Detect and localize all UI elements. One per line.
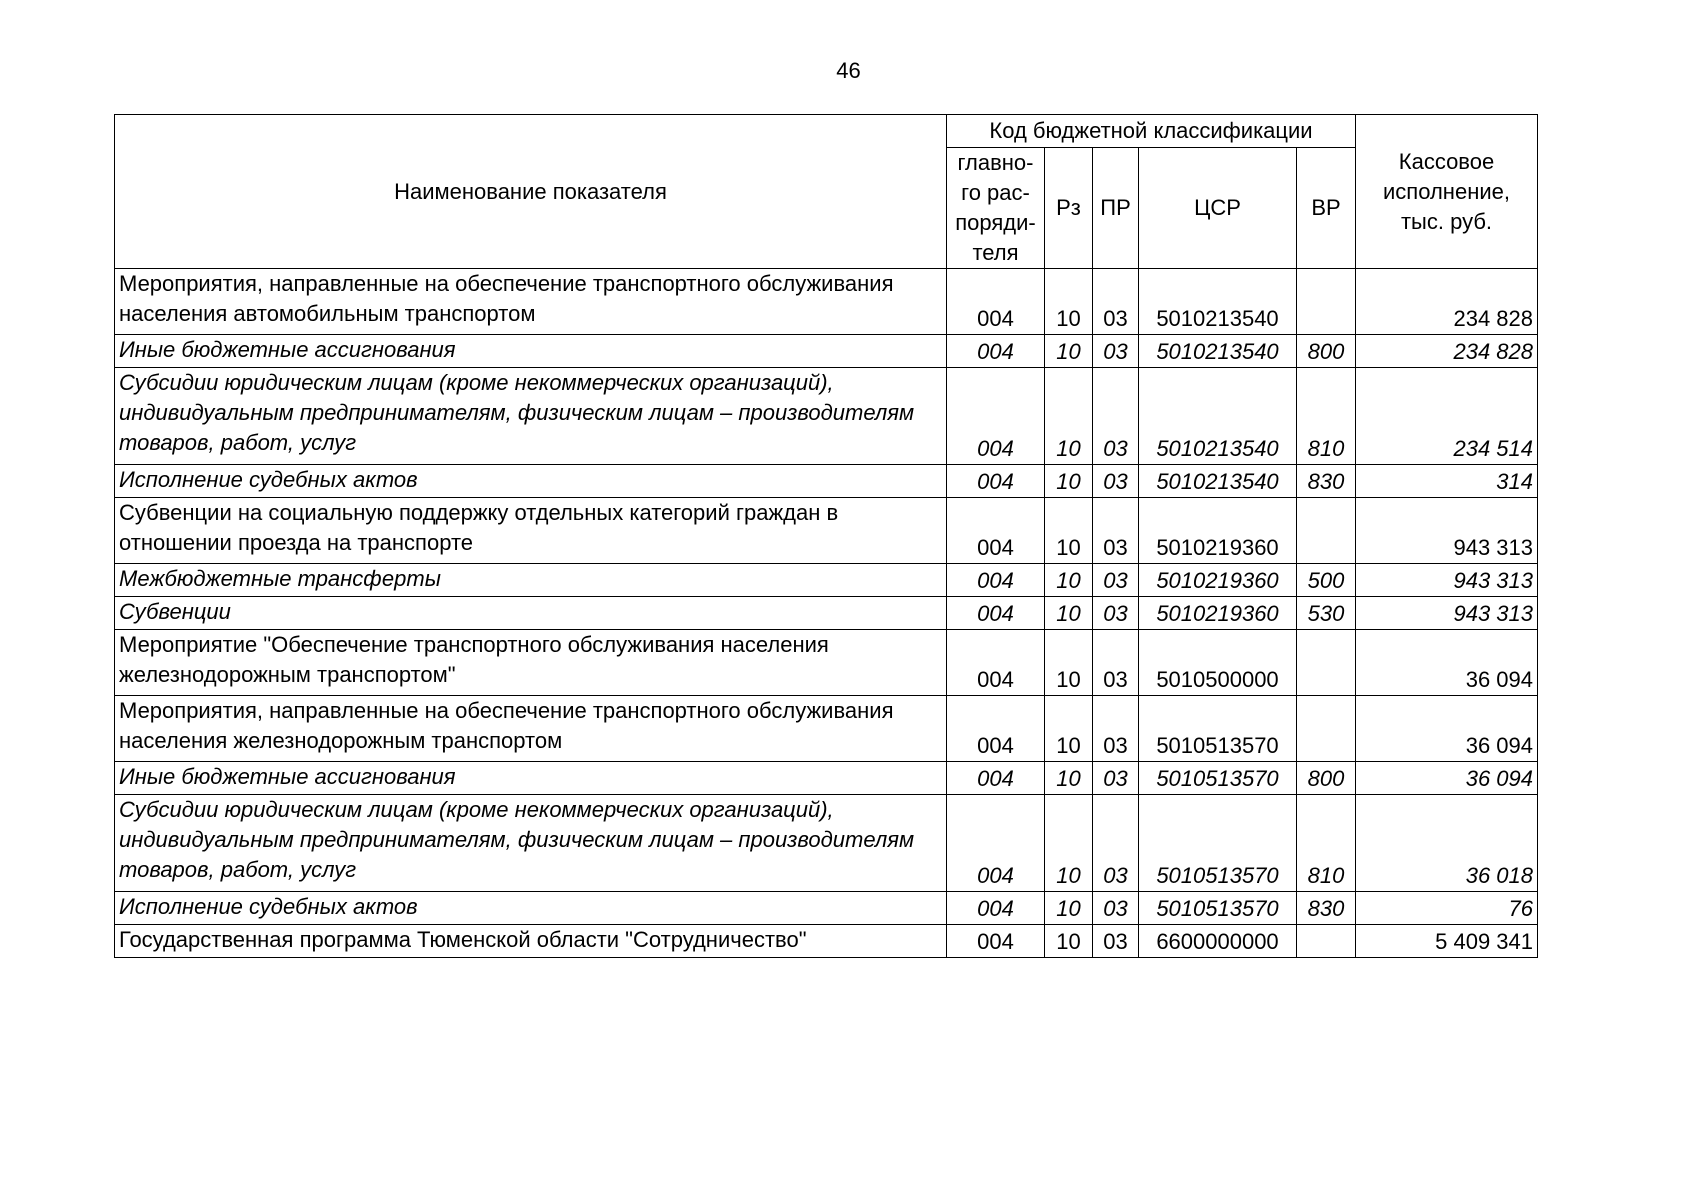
cell-pr: 03 — [1093, 795, 1139, 892]
cell-rz: 10 — [1045, 925, 1093, 958]
cell-rz: 10 — [1045, 892, 1093, 925]
cell-vr: 800 — [1297, 335, 1356, 368]
cell-rz: 10 — [1045, 335, 1093, 368]
cell-vr: 830 — [1297, 892, 1356, 925]
cell-rz: 10 — [1045, 498, 1093, 564]
header-pr: ПР — [1093, 148, 1139, 269]
cell-csr: 5010219360 — [1139, 498, 1297, 564]
cell-code: 004 — [947, 795, 1045, 892]
cell-pr: 03 — [1093, 597, 1139, 630]
cell-csr: 5010513570 — [1139, 762, 1297, 795]
table-row — [115, 795, 1538, 892]
cell-name: Субсидии юридическим лицам (кроме некоммерческих организаций), индивидуальным предпринимателям, физическим лицам – производителям товаров, работ, услуг — [115, 368, 947, 465]
cell-name: Субвенции — [115, 597, 947, 630]
table-row — [115, 465, 1538, 498]
cell-rz: 10 — [1045, 269, 1093, 335]
cell-rz: 10 — [1045, 696, 1093, 762]
cell-csr: 5010513570 — [1139, 696, 1297, 762]
cell-code: 004 — [947, 564, 1045, 597]
cell-rz: 10 — [1045, 762, 1093, 795]
cell-pr: 03 — [1093, 368, 1139, 465]
cell-amount: 234 828 — [1356, 335, 1538, 368]
cell-name: Субвенции на социальную поддержку отдельных категорий граждан в отношении проезда на транспорте — [115, 498, 947, 564]
cell-rz: 10 — [1045, 465, 1093, 498]
table-row — [115, 696, 1538, 762]
cell-pr: 03 — [1093, 269, 1139, 335]
table-row — [115, 335, 1538, 368]
table-body — [115, 269, 1538, 958]
page-number: 46 — [836, 58, 861, 83]
header-rz: Рз — [1045, 148, 1093, 269]
header-csr: ЦСР — [1139, 148, 1297, 269]
cell-code: 004 — [947, 498, 1045, 564]
cell-amount: 943 313 — [1356, 498, 1538, 564]
cell-vr: 810 — [1297, 795, 1356, 892]
cell-vr: 830 — [1297, 465, 1356, 498]
cell-code: 004 — [947, 465, 1045, 498]
cell-name: Субсидии юридическим лицам (кроме некоммерческих организаций), индивидуальным предпринимателям, физическим лицам – производителям товаров, работ, услуг — [115, 795, 947, 892]
cell-amount: 314 — [1356, 465, 1538, 498]
cell-amount: 36 094 — [1356, 696, 1538, 762]
cell-amount: 234 514 — [1356, 368, 1538, 465]
cell-code: 004 — [947, 892, 1045, 925]
cell-amount: 943 313 — [1356, 597, 1538, 630]
cell-amount: 36 094 — [1356, 762, 1538, 795]
cell-rz: 10 — [1045, 630, 1093, 696]
cell-name: Государственная программа Тюменской области "Сотрудничество" — [115, 925, 947, 958]
cell-pr: 03 — [1093, 630, 1139, 696]
header-name: Наименование показателя — [115, 115, 947, 269]
cell-name: Межбюджетные трансферты — [115, 564, 947, 597]
header-code: главно-го рас-поряди-теля — [947, 148, 1045, 269]
cell-rz: 10 — [1045, 597, 1093, 630]
cell-code: 004 — [947, 269, 1045, 335]
cell-rz: 10 — [1045, 795, 1093, 892]
cell-pr: 03 — [1093, 892, 1139, 925]
table-row — [115, 762, 1538, 795]
cell-vr — [1297, 696, 1356, 762]
table-row — [115, 892, 1538, 925]
cell-rz: 10 — [1045, 564, 1093, 597]
cell-amount: 5 409 341 — [1356, 925, 1538, 958]
cell-csr: 6600000000 — [1139, 925, 1297, 958]
cell-name: Мероприятия, направленные на обеспечение транспортного обслуживания населения железнодорожным транспортом — [115, 696, 947, 762]
cell-amount: 943 313 — [1356, 564, 1538, 597]
cell-csr: 5010500000 — [1139, 630, 1297, 696]
cell-vr: 800 — [1297, 762, 1356, 795]
cell-csr: 5010513570 — [1139, 892, 1297, 925]
cell-csr: 5010213540 — [1139, 368, 1297, 465]
cell-csr: 5010513570 — [1139, 795, 1297, 892]
cell-csr: 5010213540 — [1139, 269, 1297, 335]
cell-csr: 5010219360 — [1139, 564, 1297, 597]
cell-pr: 03 — [1093, 498, 1139, 564]
cell-code: 004 — [947, 696, 1045, 762]
table-header — [115, 115, 1538, 269]
cell-vr: 530 — [1297, 597, 1356, 630]
cell-name: Исполнение судебных актов — [115, 892, 947, 925]
table-row — [115, 368, 1538, 465]
cell-pr: 03 — [1093, 335, 1139, 368]
cell-vr — [1297, 630, 1356, 696]
cell-code: 004 — [947, 335, 1045, 368]
cell-amount: 234 828 — [1356, 269, 1538, 335]
cell-code: 004 — [947, 597, 1045, 630]
cell-code: 004 — [947, 630, 1045, 696]
header-vr: ВР — [1297, 148, 1356, 269]
table-row — [115, 498, 1538, 564]
cell-name: Иные бюджетные ассигнования — [115, 335, 947, 368]
cell-csr: 5010213540 — [1139, 465, 1297, 498]
table-row — [115, 269, 1538, 335]
cell-csr: 5010213540 — [1139, 335, 1297, 368]
cell-name: Мероприятия, направленные на обеспечение транспортного обслуживания населения автомобильным транспортом — [115, 269, 947, 335]
cell-name: Иные бюджетные ассигнования — [115, 762, 947, 795]
cell-pr: 03 — [1093, 564, 1139, 597]
table-row — [115, 564, 1538, 597]
cell-pr: 03 — [1093, 925, 1139, 958]
cell-pr: 03 — [1093, 465, 1139, 498]
cell-code: 004 — [947, 368, 1045, 465]
cell-vr — [1297, 498, 1356, 564]
cell-amount: 36 018 — [1356, 795, 1538, 892]
table-row — [115, 597, 1538, 630]
table-row — [115, 630, 1538, 696]
budget-table — [114, 114, 1538, 958]
cell-code: 004 — [947, 762, 1045, 795]
header-amount: Кассовое исполнение, тыс. руб. — [1356, 115, 1538, 269]
cell-name: Мероприятие "Обеспечение транспортного обслуживания населения железнодорожным транспортом" — [115, 630, 947, 696]
cell-rz: 10 — [1045, 368, 1093, 465]
cell-pr: 03 — [1093, 762, 1139, 795]
cell-amount: 76 — [1356, 892, 1538, 925]
cell-name: Исполнение судебных актов — [115, 465, 947, 498]
header-classification-group: Код бюджетной классификации — [947, 115, 1356, 148]
cell-vr: 810 — [1297, 368, 1356, 465]
cell-pr: 03 — [1093, 696, 1139, 762]
cell-csr: 5010219360 — [1139, 597, 1297, 630]
cell-vr: 500 — [1297, 564, 1356, 597]
table-row — [115, 925, 1538, 958]
cell-vr — [1297, 925, 1356, 958]
cell-vr — [1297, 269, 1356, 335]
cell-amount: 36 094 — [1356, 630, 1538, 696]
cell-code: 004 — [947, 925, 1045, 958]
